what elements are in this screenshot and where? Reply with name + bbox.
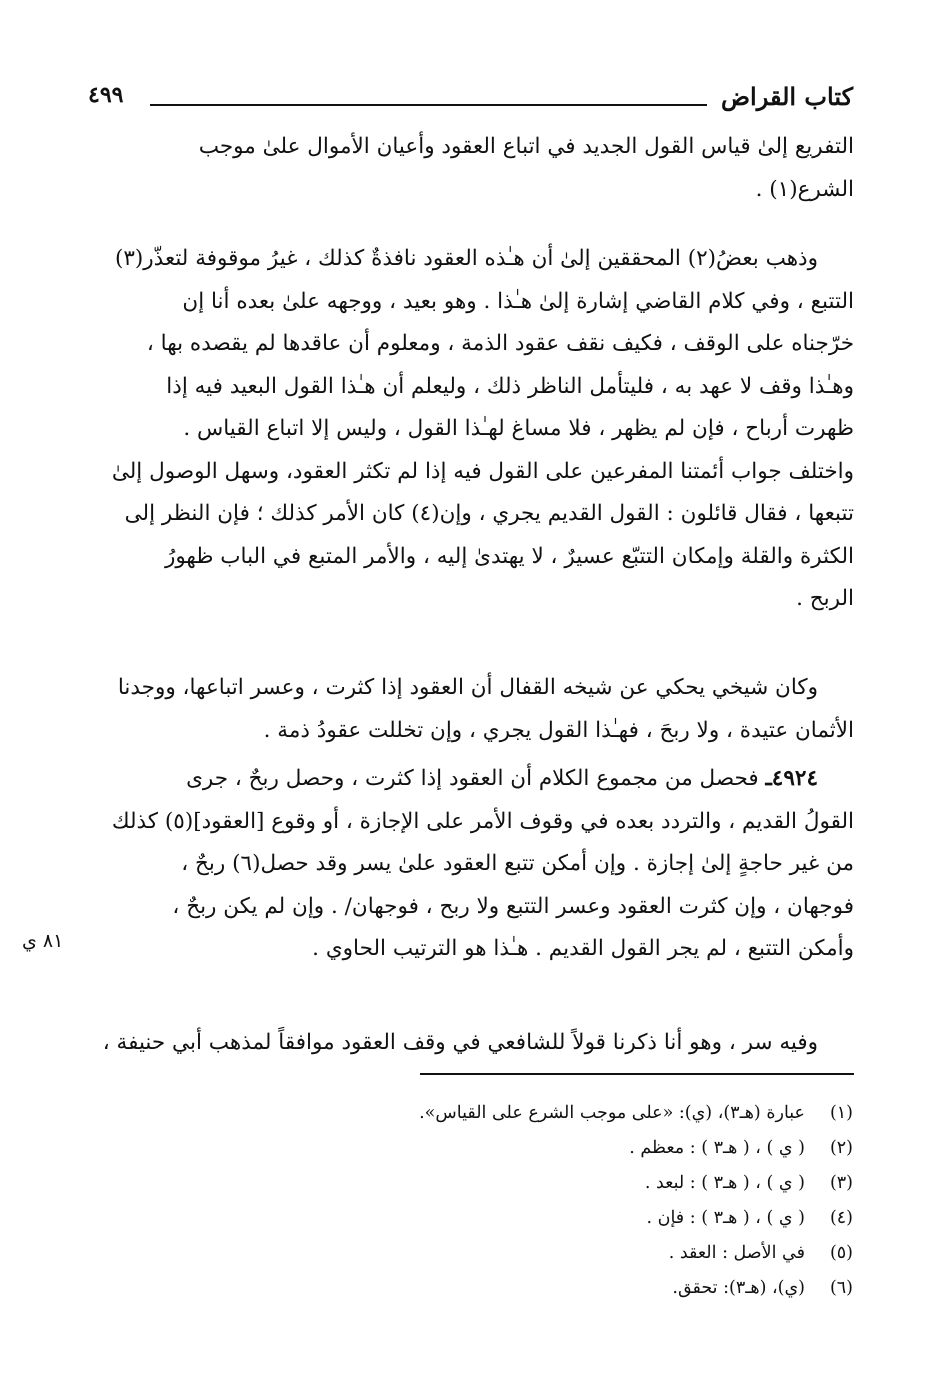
text-line: فوجهان ، وإن كثرت العقود وعسر التتبع ولا ربح ، فوجهان/ . وإن لم يكن ربحٌ ، bbox=[172, 893, 854, 919]
text-line: وكان شيخي يحكي عن شيخه القفال أن العقود إذا كثرت ، وعسر اتباعها، ووجدنا bbox=[117, 675, 818, 700]
text-line: الكثرة والقلة وإمكان التتبّع عسيرٌ ، لا يهتدىٰ إليه ، والأمر المتبع في الباب ظهورُ bbox=[164, 543, 854, 569]
footnote-text: في الأصل : العقد . bbox=[668, 1243, 805, 1263]
text-line bbox=[76, 758, 854, 801]
header-rule bbox=[150, 104, 707, 106]
footnote-text: (ي)، (هـ٣): تحقق. bbox=[672, 1278, 805, 1298]
footnote-number: (٥) bbox=[829, 1243, 853, 1263]
text-line: وهـٰذا وقف لا عهد به ، فليتأمل الناظر ذلك ، وليعلم أن هـٰذا القول البعيد فيه إذا bbox=[166, 373, 854, 399]
text-line: تتبعها ، فقال قائلون : القول القديم يجري ، وإن(٤) كان الأمر كذلك ؛ فإن النظر إلى bbox=[124, 501, 854, 526]
text-line: وفيه سر ، وهو أنا ذكرنا قولاً للشافعي في وقف العقود موافقاً لمذهب أبي حنيفة ، bbox=[102, 1030, 818, 1055]
text-line: الأثمان عتيدة ، ولا ربحَ ، فهـٰذا القول يجري ، وإن تخللت عقودُ ذمة . bbox=[263, 717, 854, 743]
footnote bbox=[173, 1166, 853, 1201]
footnote bbox=[173, 1271, 853, 1306]
chapter-title: كتاب القراض bbox=[721, 82, 853, 111]
footnote-number: (٤) bbox=[829, 1208, 853, 1228]
text-line: من غير حاجةٍ إلىٰ إجازة . وإن أمكن تتبع العقود علىٰ يسر وقد حصل(٦) ربحٌ ، bbox=[181, 851, 854, 876]
footnote bbox=[173, 1201, 853, 1236]
text-line: واختلف جواب أئمتنا المفرعين على القول فيه إذا لم تكثر العقود، وسهل الوصول إلىٰ bbox=[111, 458, 854, 484]
footnotes bbox=[173, 1096, 853, 1306]
text-line: التتبع ، وفي كلام القاضي إشارة إلىٰ هـٰذا . وهو بعيد ، ووجهه علىٰ بعده أنا إن bbox=[182, 288, 854, 314]
text-line-content: فحصل من مجموع الكلام أن العقود إذا كثرت ، وحصل ربحٌ ، جرى bbox=[186, 766, 759, 791]
text-line: وأمكن التتبع ، لم يجر القول القديم . هـٰذا هو الترتيب الحاوي . bbox=[312, 936, 854, 961]
footnote-number: (٣) bbox=[829, 1173, 853, 1193]
footnote-number: (٦) bbox=[829, 1278, 853, 1298]
footnote-separator bbox=[420, 1073, 854, 1075]
footnote bbox=[173, 1236, 853, 1271]
paragraph-3 bbox=[76, 667, 854, 752]
running-header bbox=[88, 82, 853, 118]
footnote-text: عبارة (هـ٣)، (ي): «على موجب الشرع على القياس». bbox=[419, 1103, 805, 1123]
text-line: الربح . bbox=[796, 586, 854, 611]
footnote-text: ( ي ) ، ( هـ٣ ) : معظم . bbox=[629, 1138, 805, 1158]
footnote-text: ( ي ) ، ( هـ٣ ) : لبعد . bbox=[644, 1173, 805, 1193]
footnote-number: (٢) bbox=[829, 1138, 853, 1158]
footnote-number: (١) bbox=[829, 1103, 853, 1123]
paragraph-4 bbox=[76, 758, 854, 971]
section-number: ٤٩٢٤ـ bbox=[765, 766, 818, 791]
footnote-text: ( ي ) ، ( هـ٣ ) : فإن . bbox=[646, 1208, 805, 1228]
text-line: ظهرت أرباح ، فإن لم يظهر ، فلا مساغ لهـٰذا القول ، وليس إلا اتباع القياس . bbox=[183, 416, 854, 441]
margin-page-ref: ٨١ ي bbox=[22, 930, 64, 952]
footnote bbox=[173, 1096, 853, 1131]
paragraph-2 bbox=[76, 238, 854, 621]
text-line: الشرع(١) . bbox=[755, 176, 854, 202]
text-line: وذهب بعضُ(٢) المحققين إلىٰ أن هـٰذه العقود نافذةٌ كذلك ، غيرُ موقوفة لتعذّر(٣) bbox=[114, 246, 818, 271]
paragraph-5 bbox=[76, 1022, 854, 1065]
text-line: خرّجناه على الوقف ، فكيف نقف عقود الذمة ، ومعلوم أن عاقدها لم يقصده بها ، bbox=[146, 331, 854, 356]
text-line: القولُ القديم ، والتردد بعده في وقوف الأمر على الإجازة ، أو وقوع [العقود](٥) كذلك bbox=[111, 808, 854, 834]
paragraph-1 bbox=[76, 126, 854, 211]
footnote bbox=[173, 1131, 853, 1166]
page-number: ٤٩٩ bbox=[88, 82, 124, 108]
text-line: التفريع إلىٰ قياس القول الجديد في اتباع العقود وأعيان الأموال علىٰ موجب bbox=[198, 134, 854, 159]
